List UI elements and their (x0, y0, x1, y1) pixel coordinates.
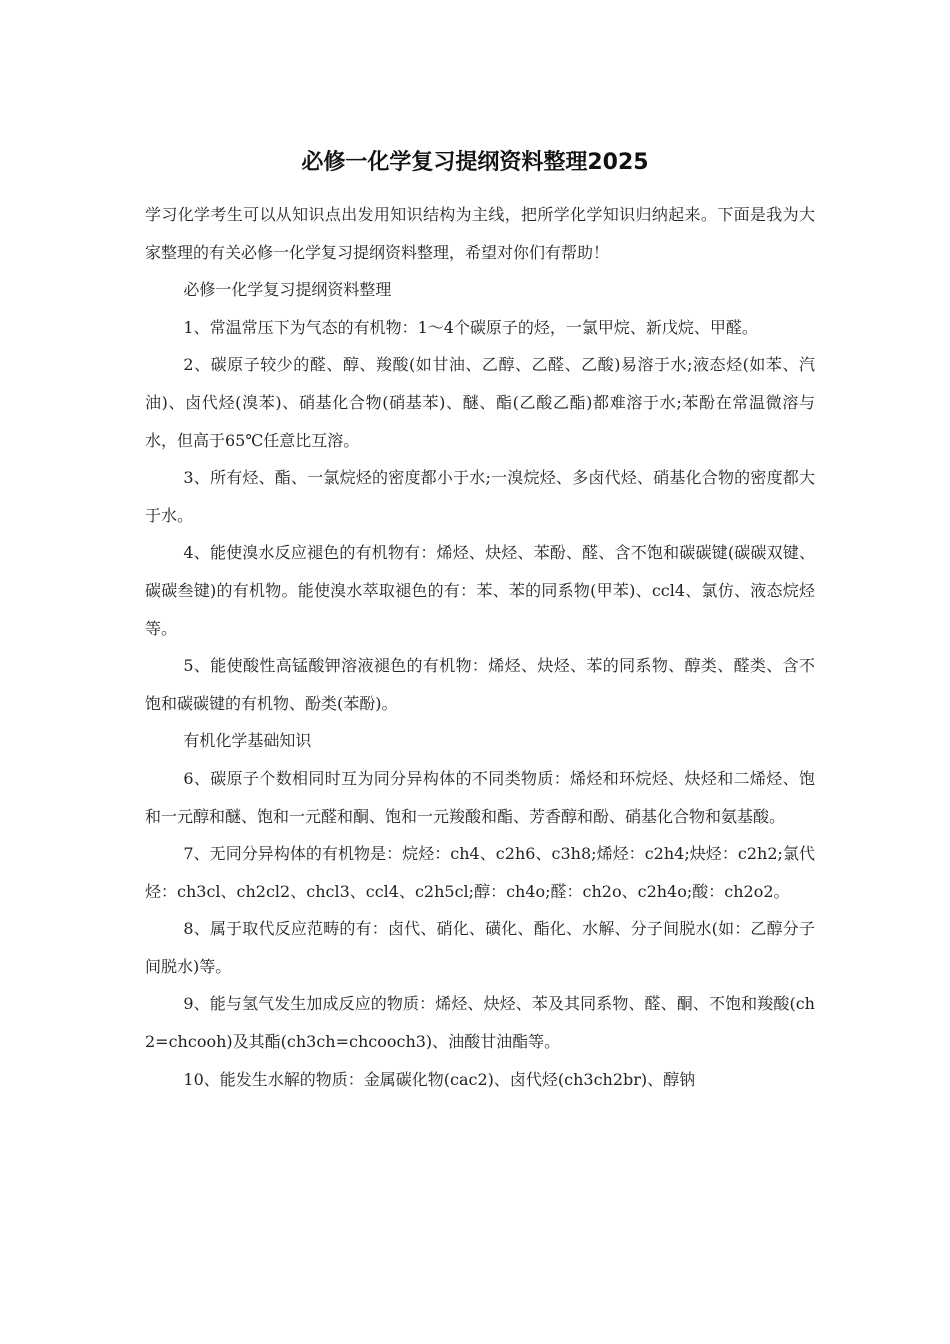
list-item: 2、碳原子较少的醛、醇、羧酸(如甘油、乙醇、乙醛、乙酸)易溶于水;液态烃(如苯、汽油)、卤代烃(溴苯)、硝基化合物(硝基苯)、醚、酯(乙酸乙酯)都难溶于水;苯酚在常温微溶与水，但高于65℃任意比互溶。 (145, 355, 815, 450)
section-heading: 有机化学基础知识 (183, 731, 312, 751)
list-item: 10、能发生水解的物质：金属碳化物(cac2)、卤代烃(ch3ch2br)、醇钠 (183, 1069, 696, 1089)
document-body (145, 196, 815, 1098)
list-item: 5、能使酸性高锰酸钾溶液褪色的有机物：烯烃、炔烃、苯的同系物、醇类、醛类、含不饱和碳碳键的有机物、酚类(苯酚)。 (145, 656, 815, 713)
list-item: 4、能使溴水反应褪色的有机物有：烯烃、炔烃、苯酚、醛、含不饱和碳碳键(碳碳双键、碳碳叁键)的有机物。能使溴水萃取褪色的有：苯、苯的同系物(甲苯)、ccl4、氯仿、液态烷烃等。 (145, 543, 815, 638)
section-heading: 必修一化学复习提纲资料整理 (183, 280, 392, 300)
list-item: 9、能与氢气发生加成反应的物质：烯烃、炔烃、苯及其同系物、醛、酮、不饱和羧酸(ch2=chcooh)及其酯(ch3ch=chcooch3)、油酸甘油酯等。 (145, 994, 815, 1052)
list-item: 1、常温常压下为气态的有机物：1～4个碳原子的烃，一氯甲烷、新戊烷、甲醛。 (183, 317, 758, 337)
intro-paragraph: 学习化学考生可以从知识点出发用知识结构为主线，把所学化学知识归纳起来。下面是我为大家整理的有关必修一化学复习提纲资料整理，希望对你们有帮助！ (145, 205, 815, 262)
list-item: 6、碳原子个数相同时互为同分异构体的不同类物质：烯烃和环烷烃、炔烃和二烯烃、饱和一元醇和醚、饱和一元醛和酮、饱和一元羧酸和酯、芳香醇和酚、硝基化合物和氨基酸。 (145, 768, 815, 826)
list-item: 8、属于取代反应范畴的有：卤代、硝化、磺化、酯化、水解、分子间脱水(如：乙醇分子间脱水)等。 (145, 919, 815, 976)
document-title: 必修一化学复习提纲资料整理2025 (301, 150, 649, 175)
list-item: 7、无同分异构体的有机物是：烷烃：ch4、c2h6、c3h8;烯烃：c2h4;炔烃：c2h2;氯代烃：ch3cl、ch2cl2、chcl3、ccl4、c2h5cl;醇：ch4o;醛：ch2o、c2h4o;酸：ch2o2。 (145, 844, 815, 901)
list-item: 3、所有烃、酯、一氯烷烃的密度都小于水;一溴烷烃、多卤代烃、硝基化合物的密度都大于水。 (145, 468, 815, 525)
